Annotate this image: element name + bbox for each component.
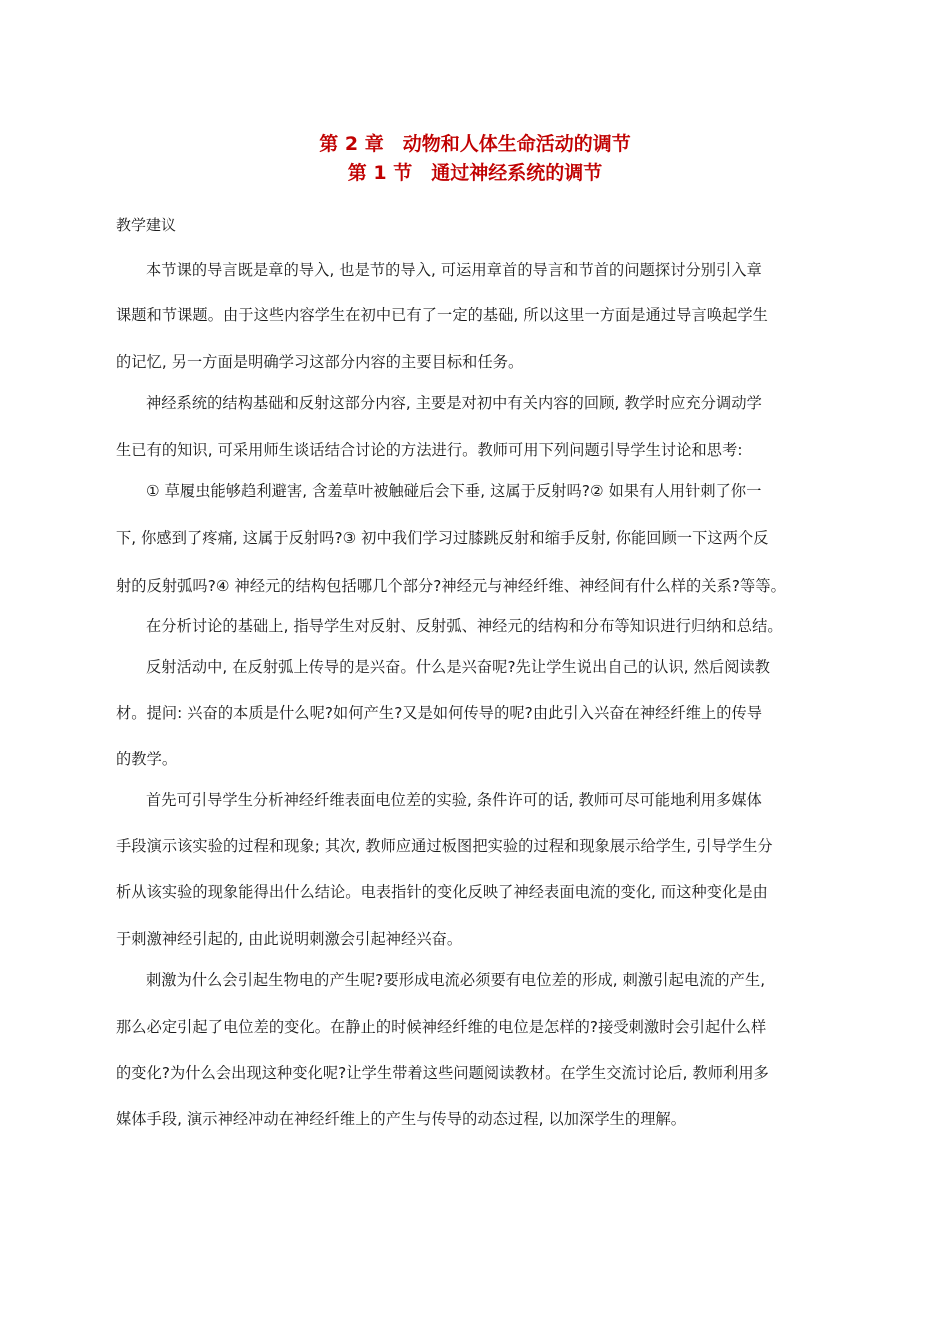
text-line: 下, 你感到了疼痛, 这属于反射吗?③ 初中我们学习过膝跳反射和缩手反射, 你能回顾一下这两个反: [116, 529, 769, 547]
text-line: 材。提问: 兴奋的本质是什么呢?如何产生?又是如何传导的呢?由此引入兴奋在神经纤维上的传导: [116, 704, 763, 722]
section-title: 第 1 节 通过神经系统的调节: [347, 162, 603, 184]
text-line: 手段演示该实验的过程和现象; 其次, 教师应通过板图把实验的过程和现象展示给学生, 引导学生分: [116, 837, 773, 855]
text-line: 神经系统的结构基础和反射这部分内容, 主要是对初中有关内容的回顾, 教学时应充分调动学: [146, 394, 762, 412]
text-line: 于刺激神经引起的, 由此说明刺激会引起神经兴奋。: [116, 930, 463, 948]
text-line: 射的反射弧吗?④ 神经元的结构包括哪几个部分?神经元与神经纤维、神经间有什么样的关系?等等。: [116, 577, 786, 595]
text-line: 的变化?为什么会出现这种变化呢?让学生带着这些问题阅读教材。在学生交流讨论后, 教师利用多: [116, 1064, 769, 1082]
text-line: 反射活动中, 在反射弧上传导的是兴奋。什么是兴奋呢?先让学生说出自己的认识, 然后阅读教: [146, 658, 771, 676]
section-label: 教学建议: [116, 216, 177, 234]
text-line: 媒体手段, 演示神经冲动在神经纤维上的产生与传导的动态过程, 以加深学生的理解。: [116, 1110, 687, 1128]
text-line: 课题和节课题。由于这些内容学生在初中已有了一定的基础, 所以这里一方面是通过导言唤起学生: [116, 306, 768, 324]
text-line: 析从该实验的现象能得出什么结论。电表指针的变化反映了神经表面电流的变化, 而这种变化是由: [116, 883, 768, 901]
text-line: 的记忆, 另一方面是明确学习这部分内容的主要目标和任务。: [116, 353, 524, 371]
chapter-title: 第 2 章 动物和人体生命活动的调节: [319, 133, 631, 155]
text-line: 刺激为什么会引起生物电的产生呢?要形成电流必须要有电位差的形成, 刺激引起电流的产生,: [146, 971, 766, 989]
text-line: 首先可引导学生分析神经纤维表面电位差的实验, 条件许可的话, 教师可尽可能地利用多媒体: [146, 791, 762, 809]
text-line: 生已有的知识, 可采用师生谈话结合讨论的方法进行。教师可用下列问题引导学生讨论和思考:: [116, 441, 743, 459]
text-line: 的教学。: [116, 750, 178, 768]
text-line: ① 草履虫能够趋利避害, 含羞草叶被触碰后会下垂, 这属于反射吗?② 如果有人用针刺了你一: [146, 482, 762, 500]
text-line: 本节课的导言既是章的导入, 也是节的导入, 可运用章首的导言和节首的问题探讨分别引入章: [146, 261, 762, 279]
text-line: 那么必定引起了电位差的变化。在静止的时候神经纤维的电位是怎样的?接受刺激时会引起什么样: [116, 1018, 767, 1036]
text-line: 在分析讨论的基础上, 指导学生对反射、反射弧、神经元的结构和分布等知识进行归纳和总结。: [146, 617, 783, 635]
